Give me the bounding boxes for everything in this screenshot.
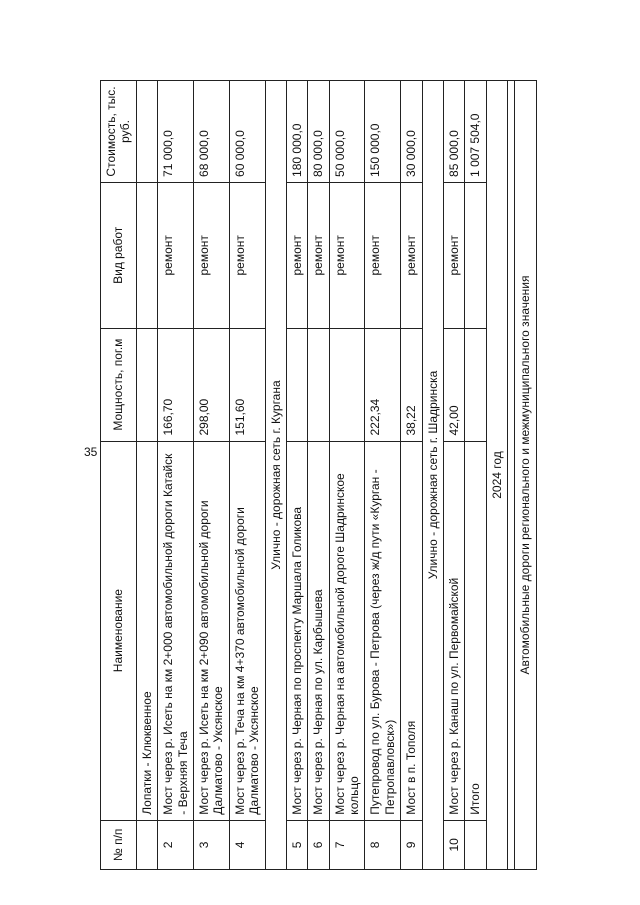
table-row	[286, 81, 307, 870]
row-work-type: ремонт	[329, 182, 365, 328]
table-row	[444, 81, 465, 870]
row-work-type	[465, 182, 486, 328]
row-name: Мост через р. Исеть на км 2+090 автомобильной дороги Далматово - Уксянское	[193, 441, 229, 820]
table-row	[136, 81, 157, 870]
row-cost: 1 007 504,0	[465, 81, 486, 183]
table-row	[329, 81, 365, 870]
row-cost: 50 000,0	[329, 81, 365, 183]
row-name: Мост через р. Черная по ул. Карбышева	[308, 441, 329, 820]
page-number: 35	[84, 445, 98, 459]
section-title: Улично - дорожная сеть г. Кургана	[265, 81, 286, 870]
section-row	[422, 81, 443, 870]
section-title: Улично - дорожная сеть г. Шадринска	[422, 81, 443, 870]
table-row	[193, 81, 229, 870]
row-name: Мост через р. Канаш по ул. Первомайской	[444, 441, 465, 820]
table-row	[158, 81, 194, 870]
table-row	[401, 81, 422, 870]
row-power: 298,00	[193, 328, 229, 441]
row-power	[136, 328, 157, 441]
row-number: 5	[286, 820, 307, 869]
row-power: 222,34	[365, 328, 401, 441]
row-number: 6	[308, 820, 329, 869]
row-name: Мост через р. Черная по проспекту Маршала Голикова	[286, 441, 307, 820]
row-power: 38,22	[401, 328, 422, 441]
row-number: 9	[401, 820, 422, 869]
row-work-type: ремонт	[308, 182, 329, 328]
row-power	[286, 328, 307, 441]
row-cost: 71 000,0	[158, 81, 194, 183]
spacer-row	[508, 81, 515, 870]
row-power	[465, 328, 486, 441]
row-work-type: ремонт	[365, 182, 401, 328]
row-cost: 85 000,0	[444, 81, 465, 183]
header-name: Наименование	[101, 441, 137, 820]
row-power	[329, 328, 365, 441]
row-name: Путепровод по ул. Бурова - Петрова (через ж/д пути «Курган - Петропавловск»)	[365, 441, 401, 820]
row-power	[308, 328, 329, 441]
row-cost: 30 000,0	[401, 81, 422, 183]
row-name: Мост через р. Исеть на км 2+000 автомобильной дороги Катайск - Верхняя Теча	[158, 441, 194, 820]
row-number	[465, 820, 486, 869]
bridges-table	[100, 80, 537, 870]
row-number: 4	[229, 820, 265, 869]
row-work-type: ремонт	[401, 182, 422, 328]
table-row	[308, 81, 329, 870]
header-cost: Стоимость, тыс. руб.	[101, 81, 137, 183]
row-cost: 60 000,0	[229, 81, 265, 183]
section-row	[486, 81, 507, 870]
row-power: 166,70	[158, 328, 194, 441]
row-work-type: ремонт	[193, 182, 229, 328]
rotated-table-container	[100, 80, 580, 870]
row-number: 10	[444, 820, 465, 869]
row-number: 3	[193, 820, 229, 869]
row-name: Лопатки - Клюквенное	[136, 441, 157, 820]
row-cost: 80 000,0	[308, 81, 329, 183]
row-work-type: ремонт	[444, 182, 465, 328]
header-power: Мощность, пог.м	[101, 328, 137, 441]
header-work-type: Вид работ	[101, 182, 137, 328]
section-row	[515, 81, 536, 870]
table-row	[365, 81, 401, 870]
row-cost: 180 000,0	[286, 81, 307, 183]
row-work-type: ремонт	[229, 182, 265, 328]
table-row	[465, 81, 486, 870]
row-cost: 150 000,0	[365, 81, 401, 183]
row-number: 2	[158, 820, 194, 869]
row-name: Итого	[465, 441, 486, 820]
spacer-cell	[508, 81, 515, 870]
row-cost: 68 000,0	[193, 81, 229, 183]
section-row	[265, 81, 286, 870]
row-power: 151,60	[229, 328, 265, 441]
table-header-row	[101, 81, 137, 870]
row-work-type: ремонт	[286, 182, 307, 328]
row-work-type: ремонт	[158, 182, 194, 328]
row-number	[136, 820, 157, 869]
row-name: Мост в п. Тополя	[401, 441, 422, 820]
table-body	[136, 81, 536, 870]
row-number: 8	[365, 820, 401, 869]
row-cost	[136, 81, 157, 183]
header-number: № п/п	[101, 820, 137, 869]
row-name: Мост через р. Черная на автомобильной дороге Шадринское кольцо	[329, 441, 365, 820]
row-power: 42,00	[444, 328, 465, 441]
section-title: Автомобильные дороги регионального и межмуниципального значения	[515, 81, 536, 870]
row-number: 7	[329, 820, 365, 869]
row-work-type	[136, 182, 157, 328]
section-title: 2024 год	[486, 81, 507, 870]
row-name: Мост через р. Теча на км 4+370 автомобильной дороги Далматово - Уксянское	[229, 441, 265, 820]
table-row	[229, 81, 265, 870]
